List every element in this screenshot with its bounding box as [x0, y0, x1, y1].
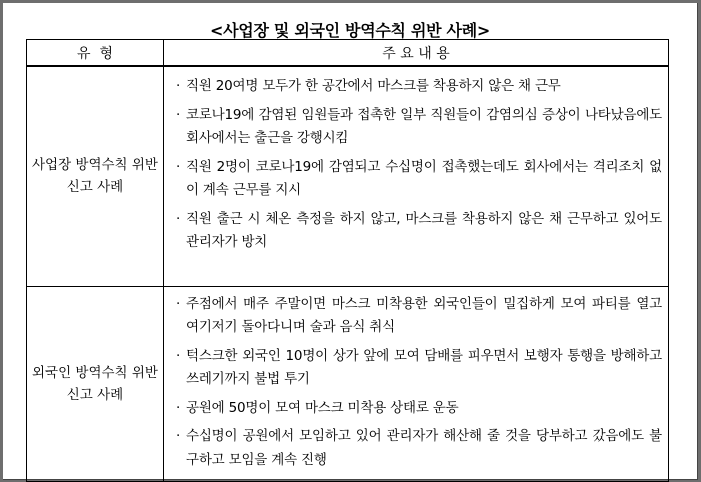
list-item: · 턱스크한 외국인 10명이 상가 앞에 모여 담배를 피우면서 보행자 통행을 방해하고 쓰레기까지 불법 투기 [176, 345, 668, 392]
list-item: · 직원 2명이 코로나19에 감염되고 수십명이 접촉했는데도 회사에서는 격리조치 없이 계속 근무를 지시 [176, 156, 668, 203]
table-row [27, 66, 669, 286]
table-row [27, 286, 669, 481]
items-cell [164, 66, 669, 286]
header-main-content: 주 요 내 용 [164, 40, 669, 67]
list-item: · 공원에 50명이 모여 마스크 미착용 상태로 운동 [176, 397, 668, 421]
list-item: · 수십명이 공원에서 모임하고 있어 관리자가 해산해 줄 것을 당부하고 갔음에도 불구하고 모임을 계속 진행 [176, 425, 668, 472]
item-list [164, 287, 668, 473]
items-cell [164, 286, 669, 481]
list-item: · 직원 출근 시 체온 측정을 하지 않고, 마스크를 착용하지 않은 채 근무하고 있어도 관리자가 방치 [176, 208, 668, 255]
header-type: 유 형 [27, 40, 164, 67]
item-list [164, 67, 668, 255]
document-title: <사업장 및 외국인 방역수칙 위반 사례> [210, 21, 490, 40]
list-item: · 주점에서 매주 주말이면 마스크 미착용한 외국인들이 밀집하게 모여 파티를 열고 여기저기 돌아다니며 술과 음식 취식 [176, 293, 668, 340]
list-item: · 직원 20여명 모두가 한 공간에서 마스크를 착용하지 않은 채 근무 [176, 75, 668, 99]
document-page [3, 3, 698, 480]
list-item: · 코로나19에 감염된 임원들과 접촉한 일부 직원들이 감염의심 증상이 나타났음에도 회사에서는 출근을 강행시킴 [176, 104, 668, 151]
category-cell: 외국인 방역수칙 위반 신고 사례 [27, 286, 164, 481]
violation-cases-table [26, 39, 669, 482]
table-header-row [27, 40, 669, 67]
category-cell: 사업장 방역수칙 위반 신고 사례 [27, 66, 164, 286]
